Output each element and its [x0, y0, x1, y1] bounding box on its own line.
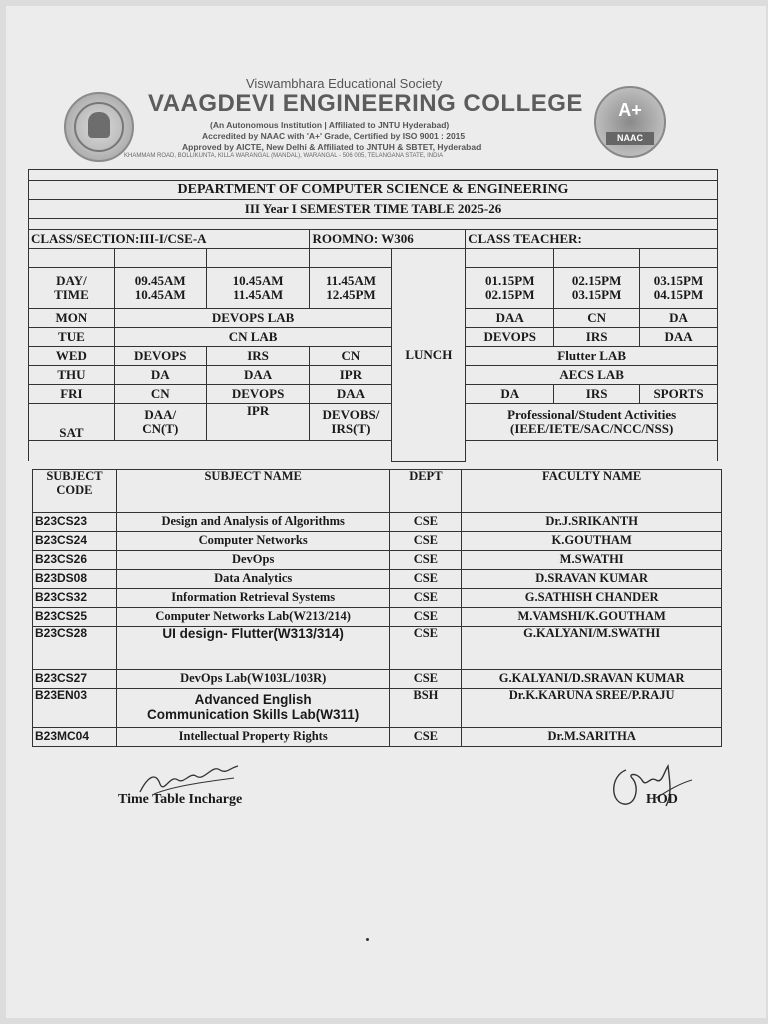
college-letterhead: [6, 78, 766, 168]
table-row: [33, 670, 722, 689]
class-cell: DAA: [310, 385, 392, 404]
class-cell: DAA: [640, 328, 718, 347]
slot-5: 02.15PM 03.15PM: [554, 268, 640, 309]
table-row: [33, 551, 722, 570]
day-label: MON: [29, 309, 115, 328]
class-cell: Flutter LAB: [466, 347, 718, 366]
subject-name: Data Analytics: [116, 570, 390, 589]
college-name: VAAGDEVI ENGINEERING COLLEGE: [148, 90, 583, 117]
day-label: SAT: [29, 404, 115, 441]
naac-grade: A+: [618, 100, 642, 120]
subject-name: Information Retrieval Systems: [116, 589, 390, 608]
address-line: KHAMMAM ROAD, BOLLIKUNTA, KILLA WARANGAL (MANDAL), WARANGAL - 506 005, TELANGANA STATE, INDIA: [124, 153, 444, 159]
subject-code: B23CS28: [33, 627, 117, 670]
slot-4: 01.15PM 02.15PM: [466, 268, 554, 309]
subject-code: B23DS08: [33, 570, 117, 589]
hod-label: HOD: [646, 792, 678, 807]
faculty-name: Dr.J.SRIKANTH: [462, 513, 722, 532]
approval-line: Approved by AICTE, New Delhi & Affiliated to JNTUH & SBTET, Hyderabad: [182, 142, 482, 152]
class-cell: CN: [310, 347, 392, 366]
slot-1: 09.45AM 10.45AM: [114, 268, 206, 309]
table-row: [33, 589, 722, 608]
subject-name: Computer Networks: [116, 532, 390, 551]
faculty-name: G.KALYANI/D.SRAVAN KUMAR: [462, 670, 722, 689]
subject-dept: CSE: [390, 728, 462, 747]
class-cell: DAA: [466, 309, 554, 328]
row-mon: [29, 309, 718, 328]
table-row: [33, 608, 722, 627]
faculty-name: G.SATHISH CHANDER: [462, 589, 722, 608]
subject-name: DevOps: [116, 551, 390, 570]
class-cell: DEVOPS: [206, 385, 310, 404]
subject-code: B23CS23: [33, 513, 117, 532]
header-dept: DEPT: [390, 470, 462, 513]
subject-dept: CSE: [390, 608, 462, 627]
subject-code: B23EN03: [33, 689, 117, 728]
day-label: THU: [29, 366, 115, 385]
faculty-name: M.SWATHI: [462, 551, 722, 570]
class-cell: IRS: [554, 385, 640, 404]
subject-name: UI design- Flutter(W313/314): [116, 627, 390, 670]
row-thu: [29, 366, 718, 385]
timetable: [28, 169, 718, 462]
day-time-header: DAY/ TIME: [29, 268, 115, 309]
subject-code: B23MC04: [33, 728, 117, 747]
subject-dept: CSE: [390, 627, 462, 670]
slot-3: 11.45AM 12.45PM: [310, 268, 392, 309]
table-row: [33, 513, 722, 532]
class-cell: DA: [640, 309, 718, 328]
faculty-name: G.KALYANI/M.SWATHI: [462, 627, 722, 670]
class-cell: DA: [114, 366, 206, 385]
class-cell: AECS LAB: [466, 366, 718, 385]
subject-name: DevOps Lab(W103L/103R): [116, 670, 390, 689]
faculty-name: D.SRAVAN KUMAR: [462, 570, 722, 589]
department-title: DEPARTMENT OF COMPUTER SCIENCE & ENGINEERING: [29, 181, 718, 200]
room-number: ROOMNO: W306: [310, 230, 466, 249]
naac-badge-icon: [594, 86, 666, 158]
table-row: [33, 532, 722, 551]
day-label: WED: [29, 347, 115, 366]
class-cell: DAA/ CN(T): [114, 404, 206, 441]
subject-dept: CSE: [390, 570, 462, 589]
timetable-incharge-label: Time Table Incharge: [118, 792, 243, 807]
subject-dept: CSE: [390, 513, 462, 532]
faculty-name: M.VAMSHI/K.GOUTHAM: [462, 608, 722, 627]
subject-dept: BSH: [390, 689, 462, 728]
class-cell: SPORTS: [640, 385, 718, 404]
slot-6: 03.15PM 04.15PM: [640, 268, 718, 309]
class-cell: DEVOPS: [466, 328, 554, 347]
day-label: FRI: [29, 385, 115, 404]
college-emblem-icon: [64, 92, 134, 162]
table-row: [33, 570, 722, 589]
table-row: [33, 689, 722, 728]
subject-name: Intellectual Property Rights: [116, 728, 390, 747]
row-sat: [29, 404, 718, 441]
slot-2: 10.45AM 11.45AM: [206, 268, 310, 309]
semester-title: III Year I SEMESTER TIME TABLE 2025-26: [29, 200, 718, 219]
subject-name: Advanced English Communication Skills Lab(W311): [116, 689, 390, 728]
class-cell: IPR: [206, 404, 310, 441]
subject-table: [32, 469, 722, 747]
naac-label: NAAC: [606, 132, 654, 145]
class-cell: Professional/Student Activities (IEEE/IETE/SAC/NCC/NSS): [466, 404, 718, 441]
faculty-name: Dr.M.SARITHA: [462, 728, 722, 747]
subject-code: B23CS32: [33, 589, 117, 608]
page-mark: [366, 938, 369, 941]
class-cell: IRS: [554, 328, 640, 347]
header-faculty: FACULTY NAME: [462, 470, 722, 513]
row-fri: [29, 385, 718, 404]
subject-code: B23CS25: [33, 608, 117, 627]
class-teacher: CLASS TEACHER:: [466, 230, 718, 249]
table-row: [33, 728, 722, 747]
class-cell: CN: [114, 385, 206, 404]
subject-name: Design and Analysis of Algorithms: [116, 513, 390, 532]
faculty-name: K.GOUTHAM: [462, 532, 722, 551]
subject-dept: CSE: [390, 670, 462, 689]
autonomous-line: (An Autonomous Institution | Affiliated to JNTU Hyderabad): [210, 120, 450, 130]
class-cell: DAA: [206, 366, 310, 385]
class-cell: DEVOPS LAB: [114, 309, 392, 328]
class-cell: DEVOPS: [114, 347, 206, 366]
society-name: Viswambhara Educational Society: [246, 76, 443, 91]
table-row: [33, 627, 722, 670]
lunch-break: LUNCH: [392, 249, 466, 462]
faculty-name: Dr.K.KARUNA SREE/P.RAJU: [462, 689, 722, 728]
subject-dept: CSE: [390, 589, 462, 608]
subject-code: B23CS24: [33, 532, 117, 551]
subject-dept: CSE: [390, 551, 462, 570]
document-page: [6, 6, 766, 1018]
subject-dept: CSE: [390, 532, 462, 551]
row-wed: [29, 347, 718, 366]
subject-name: Computer Networks Lab(W213/214): [116, 608, 390, 627]
subject-code: B23CS26: [33, 551, 117, 570]
class-cell: DEVOBS/ IRS(T): [310, 404, 392, 441]
header-name: SUBJECT NAME: [116, 470, 390, 513]
subject-table-header: [33, 470, 722, 513]
class-section: CLASS/SECTION:III-I/CSE-A: [29, 230, 310, 249]
class-cell: DA: [466, 385, 554, 404]
subject-code: B23CS27: [33, 670, 117, 689]
accreditation-line: Accredited by NAAC with 'A+' Grade, Certified by ISO 9001 : 2015: [202, 131, 466, 141]
class-cell: IPR: [310, 366, 392, 385]
class-cell: CN: [554, 309, 640, 328]
header-code: SUBJECT CODE: [33, 470, 117, 513]
day-label: TUE: [29, 328, 115, 347]
row-tue: [29, 328, 718, 347]
class-cell: IRS: [206, 347, 310, 366]
class-cell: CN LAB: [114, 328, 392, 347]
